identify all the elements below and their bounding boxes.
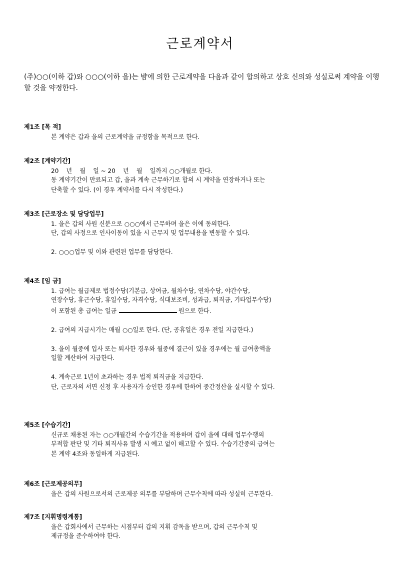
article-line [51,306,380,317]
article-label: [계약기간] [41,158,71,165]
article-heading [24,210,380,220]
article-line: 20 년 월 일 ~ 20 년 월 일까지 ○○개월로 한다. [51,167,213,175]
article-label: [수습기간] [41,422,71,429]
article-7 [24,513,380,542]
salary-text: 이 포함된 총 급여는 일금 [51,307,117,315]
article-label: [목 적] [41,124,62,131]
article-line: 1. 급여는 월급제로 법정수당(기본급, 상여금, 월차수당, 연차수당, 야간수당, [51,287,251,295]
document-title: 근로계약서 [166,37,234,52]
article-heading [24,277,380,287]
article-line: 4. 계속근로 1년이 초과하는 경우 법적 퇴직금을 지급한다. [51,374,204,381]
article-line: 3. 을이 월중에 입사 또는 퇴사한 경우와 월중에 결근이 있을 경우에는 월 급여총액을 [51,345,271,353]
article-label: [근로장소 및 담당업무] [41,211,104,218]
article-line: 신규로 채용된 자는 ○○개월간의 수습기간을 적용하며 갑이 을에 대해 업무수행의 [51,431,265,439]
salary-amount-blank [119,306,177,313]
article-line: 동 계약기간이 만료되고 갑, 을과 계속 근무하기로 합의 시 계약을 연장하거나 또는 [51,177,266,184]
article-line: 본 계약은 갑과 을의 근로계약을 규정함을 목적으로 한다. [51,133,200,141]
article-number: 제2조 [24,158,40,165]
article-6 [24,480,380,499]
article-line: 을은 갑회사에서 근무하는 시점부터 갑의 지휘 감독을 받으며, 갑의 근무수칙 및 [51,523,258,531]
article-line: 단, 근로자의 서면 신청 후 사용자가 승인한 경우에 한하여 중간정산을 실시할 수 있다. [51,383,275,391]
article-line: 본 계약 4조와 동일하게 지급된다. [51,450,140,458]
article-line: 2. ○○○업무 및 이와 관련된 업무를 담당한다. [51,249,173,256]
article-line: 을은 갑의 사원으로서의 근로제공 의무를 부담하며 근무수칙에 따라 성실히 근무한다. [51,490,273,498]
article-heading [24,157,380,167]
article-3 [24,210,380,258]
article-line: 2. 급여의 지급시기는 매월 ○○일로 한다. (단, 공휴일은 경우 전일 지급한다.) [51,326,254,334]
article-number: 제3조 [24,211,40,218]
article-number: 제6조 [24,481,40,488]
article-heading [24,421,380,431]
article-line: 1. 을은 갑의 사원 신분으로 ○○○에서 근무하며 을은 이에 동의한다. [51,220,231,228]
article-heading [24,123,380,133]
article-label: [임 금] [41,278,62,285]
article-number: 제1조 [24,124,40,131]
article-number: 제7조 [24,514,40,521]
article-line: 단축할 수 있다. (이 경우 계약서를 다시 작성한다.) [51,186,183,194]
article-heading [24,513,380,523]
article-body [24,523,380,542]
article-line: 단, 갑의 사정으로 인사이동이 있을 시 근무지 및 업무내용을 변동할 수 있다. [51,230,250,237]
article-line: 제규정을 준수하여야 한다. [51,533,121,540]
article-body [24,167,380,196]
article-line: 연장수당, 휴근수당, 휴일수당, 자격수당, 식대보조비, 성과급, 퇴직금, 기타업무수당) [51,297,272,304]
article-number: 제5조 [24,422,40,429]
article-body [24,287,380,393]
article-label: [지휘명령계통] [41,514,83,521]
article-body [24,490,380,500]
article-5 [24,421,380,459]
article-1 [24,123,380,142]
article-label: [근로제공의무] [41,481,83,488]
article-line: 부적합 판단 및 기타 퇴직사유 발생 시 예고 없이 해고할 수 있다. 수습기간중의 급여는 [51,441,275,448]
article-line: 일할 계산하여 지급한다. [51,355,115,362]
article-body [24,220,380,258]
article-heading [24,480,380,490]
article-number: 제4조 [24,278,40,285]
article-body [24,133,380,143]
article-4 [24,277,380,392]
article-body [24,431,380,460]
article-2 [24,157,380,195]
intro-paragraph: (주)○○(이하 갑)와 ○○○(이하 을)는 뱜에 의한 근로계약을 다음과 같이 합의하고 상호 신의와 성실로써 계약을 이행할 것을 약정한다. [24,73,380,92]
salary-suffix: 원으로 한다. [178,307,212,315]
